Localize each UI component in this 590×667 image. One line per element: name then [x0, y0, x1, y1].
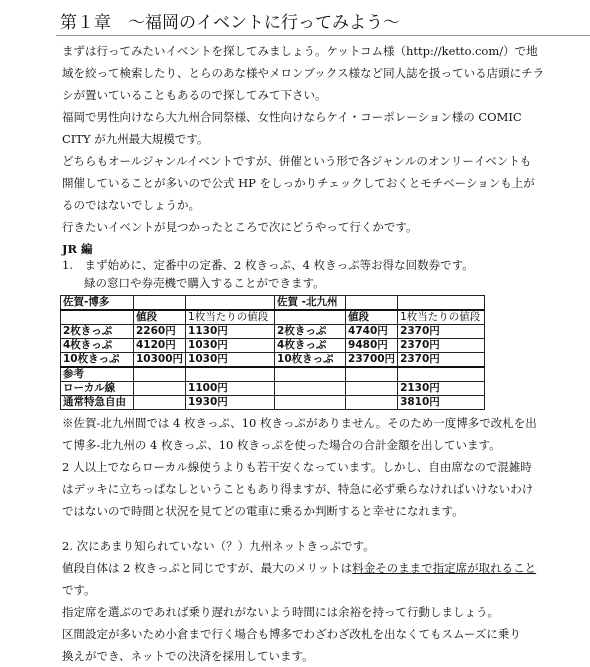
- item2-line-2: 値段自体は 2 枚きっぷと同じですが、最大のメリットは料金そのままで指定席が取れること: [62, 561, 537, 575]
- intro-line-4: 福岡で男性向けなら大九州合同祭様、女性向けならケイ・コーポレーション様の COMIC: [62, 110, 522, 124]
- table-row: 4枚きっぷ 4120円 1030円 4枚きっぷ 9480円 2370円: [61, 339, 485, 353]
- reference-label: 参考: [61, 367, 134, 382]
- jr-heading: JR 編: [62, 242, 93, 256]
- item2-line-4: 指定席を選ぶのであれば乗り遅れがないよう時間には余裕を持って行動しましょう。: [62, 605, 499, 619]
- table-left-header: 佐賀-博多: [61, 296, 134, 311]
- col-price-right: 値段: [346, 310, 398, 325]
- intro-line-2: 域を絞って検索したり、とらのあな様やメロンブックス様など同人誌を扱っている店頭にチラ: [62, 66, 545, 80]
- item2-line-6: 換えができ、ネットでの決済を採用しています。: [62, 649, 314, 663]
- col-price-left: 値段: [134, 310, 186, 325]
- note-line-3: 2 人以上でならローカル線使うよりも若干安くなっています。しかし、自由席なので混雑時: [62, 460, 532, 474]
- table-right-header: 佐賀 -北九州: [275, 296, 346, 311]
- item2-highlight: 料金そのままで指定席が取れる: [352, 561, 514, 575]
- intro-line-1: まずは行ってみたいイベントを探してみましょう。ケットコム様（http://ketto.com/）で地: [62, 44, 538, 58]
- item2-line-1: 2. 次にあまり知られていない（？）九州ネットきっぷです。: [62, 539, 375, 553]
- col-per-right: 1枚当たりの値段: [398, 310, 485, 325]
- table-row: ローカル線 1100円 2130円: [61, 382, 485, 396]
- intro-line-3: シが置いていることもあるので探してみて下さい。: [62, 88, 327, 102]
- col-per-left: 1枚当たりの値段: [186, 310, 275, 325]
- item2-line-5: 区間設定が多いため小倉まで行く場合も博多でわざわざ改札を出なくてもスムーズに乗り: [62, 627, 521, 641]
- intro-line-5: CITY が九州最大規模です。: [62, 132, 209, 146]
- fare-table: [60, 295, 485, 410]
- item1-line-1: 1. まず始めに、定番中の定番、2 枚きっぷ、4 枚きっぷ等お得な回数券です。: [62, 258, 474, 272]
- table-row: 10枚きっぷ 10300円 1030円 10枚きっぷ 23700円 2370円: [61, 353, 485, 368]
- table-row: 2枚きっぷ 2260円 1130円 2枚きっぷ 4740円 2370円: [61, 325, 485, 339]
- note-line-2: て博多-北九州の 4 枚きっぷ、10 枚きっぷを使った場合の合計金額を出しています。: [62, 438, 501, 452]
- note-line-4: はデッキに立ちっぱなしということもあり得ますが、特急に必ず乗らなければいけないわけ: [62, 482, 534, 496]
- note-line-5: ではないので時間と状況を見てどの電車に乗るか判断すると幸せになれます。: [62, 504, 464, 518]
- item2-line-3: です。: [62, 583, 96, 597]
- note-line-1: ※佐賀-北九州間では 4 枚きっぷ、10 枚きっぷがありません。そのため一度博多で改札を出: [62, 416, 537, 430]
- title-underline: [56, 35, 590, 36]
- table-row: 通常特急自由 1930円 3810円: [61, 396, 485, 410]
- intro-line-6: どちらもオールジャンルイベントですが、併催という形で各ジャンルのオンリーイベントも: [62, 154, 532, 168]
- intro-line-7: 開催していることが多いので公式 HP をしっかりチェックしておくとモチベーションも上が: [62, 176, 535, 190]
- intro-line-9: 行きたいイベントが見つかったところで次にどうやって行くかです。: [62, 220, 418, 234]
- chapter-title: 第１章 ～福岡のイベントに行ってみよう～: [60, 13, 400, 33]
- intro-line-8: るのではないでしょうか。: [62, 198, 200, 212]
- item1-line-2: 緑の窓口や券売機で購入することができます。: [84, 276, 325, 290]
